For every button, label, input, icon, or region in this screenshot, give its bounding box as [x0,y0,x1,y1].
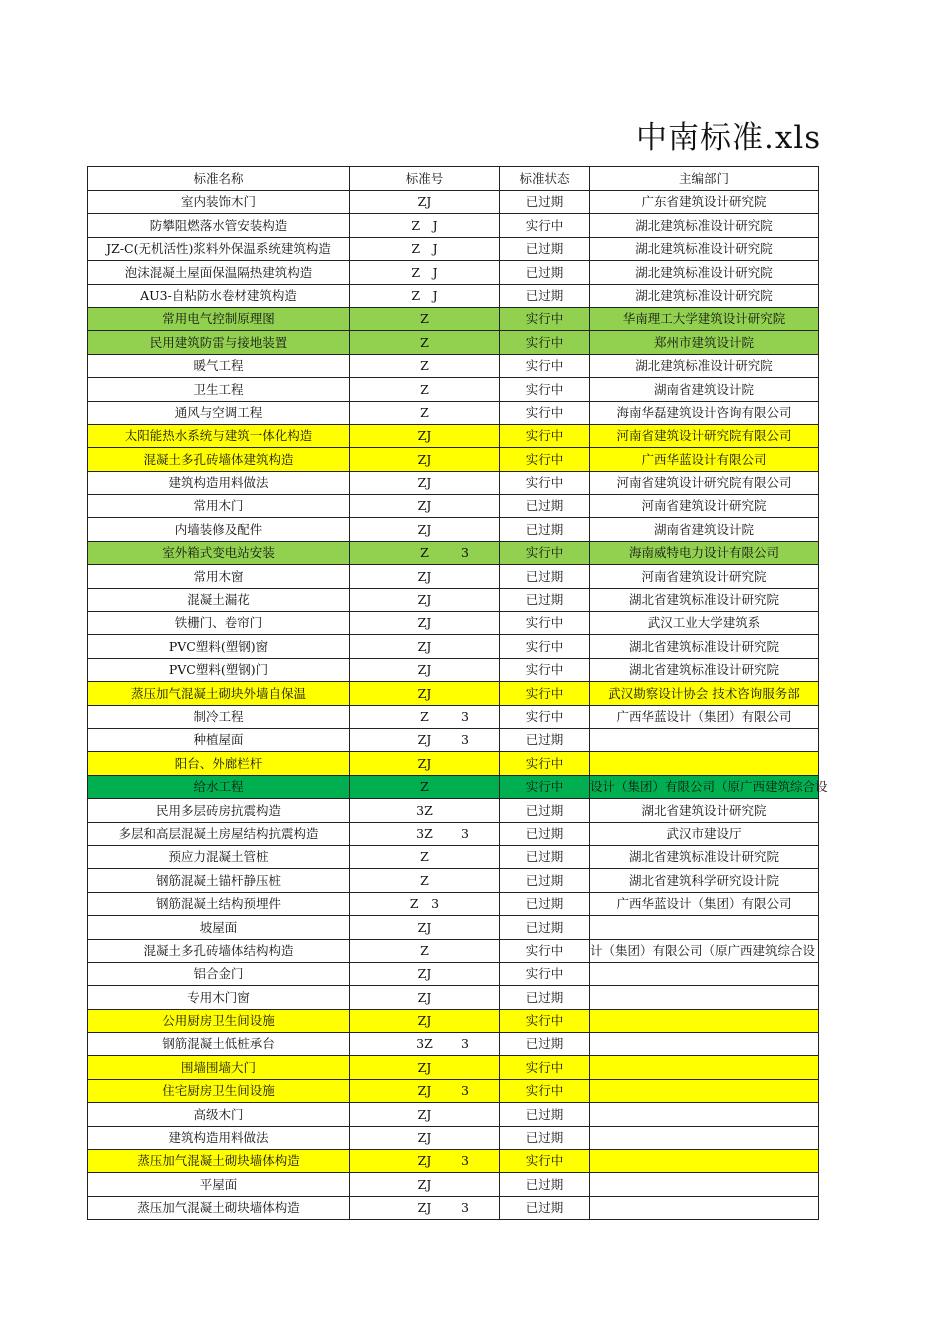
table-row [88,962,819,985]
cell-editor-department[interactable]: 海南华磊建筑设计咨询有限公司 [590,401,819,424]
code-prefix: Z J [411,287,438,303]
code-prefix: ZJ [417,475,432,491]
code-prefix: Z [420,404,429,420]
cell-standard-code[interactable] [350,892,500,915]
cell-standard-status[interactable]: 已过期 [500,1103,590,1126]
table-header-row [88,167,819,191]
code-prefix: ZJ [417,919,432,935]
cell-standard-status[interactable]: 已过期 [500,261,590,284]
cell-standard-name[interactable]: 专用木门窗 [88,986,350,1009]
cell-standard-status[interactable]: 实行中 [500,378,590,401]
cell-editor-department[interactable] [590,939,819,962]
cell-standard-name[interactable]: 平屋面 [88,1173,350,1196]
cell-standard-code[interactable] [350,1103,500,1126]
table-row [88,1009,819,1032]
code-prefix: Z [420,358,429,374]
code-prefix: ZJ [417,755,432,771]
cell-editor-department[interactable]: 广东省建筑设计研究院 [590,191,819,214]
code-prefix: ZJ [417,451,432,467]
cell-editor-department[interactable]: 湖北省建筑标准设计研究院 [590,658,819,681]
cell-standard-name[interactable]: 铝合金门 [88,962,350,985]
code-prefix: Z [420,872,429,888]
cell-standard-code[interactable] [350,869,500,892]
table-row [88,939,819,962]
cell-standard-status[interactable]: 实行中 [500,354,590,377]
cell-standard-code[interactable] [350,471,500,494]
cell-standard-status[interactable]: 实行中 [500,939,590,962]
code-suffix: 3 [461,1036,469,1052]
cell-standard-name[interactable]: AU3-自粘防水卷材建筑构造 [88,284,350,307]
cell-standard-name[interactable]: 内墙装修及配件 [88,518,350,541]
cell-standard-name[interactable]: 多层和高层混凝土房屋结构抗震构造 [88,822,350,845]
cell-standard-name[interactable]: 阳台、外廊栏杆 [88,752,350,775]
cell-standard-code[interactable] [350,1126,500,1149]
cell-standard-status[interactable]: 已过期 [500,892,590,915]
cell-standard-status[interactable]: 实行中 [500,401,590,424]
cell-standard-status[interactable]: 已过期 [500,869,590,892]
cell-standard-name[interactable]: 钢筋混凝土结构预埋件 [88,892,350,915]
cell-standard-status[interactable]: 实行中 [500,962,590,985]
cell-editor-department[interactable]: 湖南省建筑设计院 [590,518,819,541]
cell-editor-department[interactable]: 湖北省建筑标准设计研究院 [590,588,819,611]
cell-standard-status[interactable]: 已过期 [500,1033,590,1056]
cell-standard-code[interactable] [350,775,500,798]
table-row [88,307,819,330]
table-row [88,424,819,447]
cell-standard-name[interactable]: 高级木门 [88,1103,350,1126]
cell-standard-name[interactable]: 太阳能热水系统与建筑一体化构造 [88,424,350,447]
cell-standard-status[interactable]: 实行中 [500,775,590,798]
cell-standard-status[interactable]: 实行中 [500,705,590,728]
table-row [88,845,819,868]
cell-standard-code[interactable] [350,1173,500,1196]
table-row [88,518,819,541]
cell-standard-name[interactable]: 种植屋面 [88,728,350,751]
header-standard-status[interactable]: 标准状态 [500,167,590,191]
cell-editor-department[interactable]: 广西华蓝设计（集团）有限公司 [590,892,819,915]
cell-editor-department[interactable] [590,1173,819,1196]
code-prefix: ZJ [417,989,432,1005]
code-prefix: ZJ [417,1176,432,1192]
cell-editor-department[interactable]: 华南理工大学建筑设计研究院 [590,307,819,330]
code-suffix: 3 [461,1083,469,1099]
cell-standard-status[interactable]: 实行中 [500,307,590,330]
cell-standard-name[interactable]: 室内装饰木门 [88,191,350,214]
table-row [88,705,819,728]
cell-editor-department[interactable]: 河南省建筑设计研究院 [590,495,819,518]
cell-standard-name[interactable]: 常用电气控制原理图 [88,307,350,330]
cell-standard-code[interactable] [350,1009,500,1032]
cell-standard-name[interactable]: 卫生工程 [88,378,350,401]
code-prefix: ZJ [417,1083,432,1099]
code-prefix: Z [420,708,429,724]
table-row [88,775,819,798]
table-row [88,682,819,705]
table-row [88,1056,819,1079]
cell-standard-status[interactable]: 已过期 [500,799,590,822]
cell-standard-status[interactable]: 实行中 [500,214,590,237]
cell-standard-code[interactable] [350,541,500,564]
cell-standard-status[interactable]: 已过期 [500,588,590,611]
cell-standard-name[interactable]: 预应力混凝土管桩 [88,845,350,868]
cell-standard-code[interactable] [350,1196,500,1219]
cell-standard-status[interactable]: 实行中 [500,1056,590,1079]
cell-standard-status[interactable]: 已过期 [500,845,590,868]
cell-editor-department[interactable] [590,1079,819,1102]
cell-standard-name[interactable]: 混凝土多孔砖墙体建筑构造 [88,448,350,471]
cell-standard-name[interactable]: PVC塑料(塑钢)门 [88,658,350,681]
cell-standard-status[interactable]: 实行中 [500,471,590,494]
cell-standard-name[interactable]: 制冷工程 [88,705,350,728]
cell-standard-status[interactable]: 已过期 [500,728,590,751]
cell-editor-department[interactable] [590,752,819,775]
table-row [88,635,819,658]
cell-standard-name[interactable]: 蒸压加气混凝土砌块墙体构造 [88,1150,350,1173]
cell-editor-department[interactable]: 湖北建筑标准设计研究院 [590,284,819,307]
cell-standard-name[interactable]: 公用厨房卫生间设施 [88,1009,350,1032]
code-prefix: ZJ [417,521,432,537]
code-prefix: Z [420,545,429,561]
cell-standard-name[interactable]: 室外箱式变电站安装 [88,541,350,564]
cell-editor-department[interactable]: 湖北省建筑标准设计研究院 [590,845,819,868]
cell-standard-status[interactable]: 已过期 [500,518,590,541]
code-prefix: Z [420,942,429,958]
cell-standard-name[interactable]: 建筑构造用料做法 [88,471,350,494]
table-row [88,1173,819,1196]
cell-standard-code[interactable] [350,401,500,424]
cell-editor-department[interactable]: 河南省建筑设计研究院有限公司 [590,471,819,494]
code-suffix: 3 [461,825,469,841]
code-prefix: ZJ [417,615,432,631]
table-row [88,1196,819,1219]
cell-standard-code[interactable] [350,518,500,541]
cell-standard-code[interactable] [350,448,500,471]
table-row [88,1126,819,1149]
cell-standard-name[interactable]: 建筑构造用料做法 [88,1126,350,1149]
header-standard-name[interactable]: 标准名称 [88,167,350,191]
department-overflow-text: 计（集团）有限公司（原广西建筑综合设 [590,942,816,958]
cell-standard-status[interactable]: 已过期 [500,916,590,939]
cell-standard-code[interactable] [350,728,500,751]
cell-standard-code[interactable] [350,658,500,681]
code-suffix: 3 [461,1200,469,1216]
code-prefix: ZJ [417,1200,432,1216]
cell-standard-name[interactable]: PVC塑料(塑钢)窗 [88,635,350,658]
department-overflow-text: 设计（集团）有限公司（原广西建筑综合设 [590,779,828,795]
code-suffix: 3 [461,732,469,748]
cell-standard-code[interactable] [350,799,500,822]
cell-standard-name[interactable]: 围墙围墙大门 [88,1056,350,1079]
cell-standard-name[interactable]: 民用建筑防雷与接地装置 [88,331,350,354]
cell-standard-code[interactable] [350,752,500,775]
cell-editor-department[interactable]: 湖北建筑标准设计研究院 [590,237,819,260]
cell-standard-name[interactable]: 混凝土漏花 [88,588,350,611]
cell-standard-code[interactable] [350,916,500,939]
cell-standard-name[interactable]: JZ-C(无机活性)浆料外保温系统建筑构造 [88,237,350,260]
cell-editor-department[interactable]: 湖北建筑标准设计研究院 [590,214,819,237]
cell-editor-department[interactable]: 湖北省建筑科学研究设计院 [590,869,819,892]
table-row [88,799,819,822]
cell-editor-department[interactable] [590,1056,819,1079]
cell-standard-name[interactable]: 住宅厨房卫生间设施 [88,1079,350,1102]
code-prefix: ZJ [417,1059,432,1075]
code-prefix: ZJ [417,568,432,584]
cell-standard-status[interactable]: 实行中 [500,541,590,564]
cell-editor-department[interactable] [590,986,819,1009]
code-prefix: ZJ [417,592,432,608]
table-row [88,354,819,377]
cell-standard-name[interactable]: 混凝土多孔砖墙体结构构造 [88,939,350,962]
cell-standard-name[interactable]: 坡屋面 [88,916,350,939]
cell-standard-code[interactable] [350,424,500,447]
cell-standard-code[interactable] [350,331,500,354]
cell-standard-status[interactable]: 实行中 [500,448,590,471]
cell-editor-department[interactable] [590,1150,819,1173]
cell-standard-status[interactable]: 实行中 [500,612,590,635]
cell-standard-status[interactable]: 已过期 [500,1126,590,1149]
cell-standard-name[interactable]: 暖气工程 [88,354,350,377]
cell-editor-department[interactable] [590,916,819,939]
cell-standard-status[interactable]: 实行中 [500,658,590,681]
cell-editor-department[interactable]: 湖北建筑标准设计研究院 [590,261,819,284]
code-prefix: ZJ [417,1130,432,1146]
cell-editor-department[interactable]: 湖北省建筑设计研究院 [590,799,819,822]
cell-standard-name[interactable]: 给水工程 [88,775,350,798]
code-prefix: ZJ [417,1106,432,1122]
cell-standard-code[interactable] [350,705,500,728]
cell-standard-name[interactable]: 钢筋混凝土低桩承台 [88,1033,350,1056]
table-row [88,612,819,635]
table-row [88,214,819,237]
cell-standard-name[interactable]: 防攀阻燃落水管安装构造 [88,214,350,237]
code-prefix: ZJ [417,732,432,748]
code-prefix: ZJ [417,685,432,701]
cell-standard-code[interactable] [350,1033,500,1056]
table-row [88,869,819,892]
cell-standard-code[interactable] [350,354,500,377]
cell-standard-status[interactable]: 已过期 [500,495,590,518]
table-row [88,588,819,611]
cell-editor-department[interactable]: 湖北省建筑标准设计研究院 [590,635,819,658]
cell-standard-code[interactable] [350,261,500,284]
cell-standard-status[interactable]: 实行中 [500,331,590,354]
cell-standard-name[interactable]: 钢筋混凝土锚杆静压桩 [88,869,350,892]
cell-editor-department[interactable]: 河南省建筑设计研究院有限公司 [590,424,819,447]
table-row [88,1033,819,1056]
header-editor-department[interactable]: 主编部门 [590,167,819,191]
cell-editor-department[interactable]: 武汉勘察设计协会 技术咨询服务部 [590,682,819,705]
cell-standard-code[interactable] [350,237,500,260]
table-row [88,1079,819,1102]
table-row [88,728,819,751]
code-prefix: Z J [411,241,438,257]
cell-standard-name[interactable]: 铁栅门、卷帘门 [88,612,350,635]
cell-editor-department[interactable] [590,1103,819,1126]
cell-standard-code[interactable] [350,635,500,658]
cell-editor-department[interactable] [590,1009,819,1032]
cell-standard-name[interactable]: 蒸压加气混凝土砌块墙体构造 [88,1196,350,1219]
cell-standard-code[interactable] [350,565,500,588]
cell-editor-department[interactable] [590,728,819,751]
cell-standard-status[interactable]: 已过期 [500,1196,590,1219]
cell-standard-status[interactable]: 实行中 [500,635,590,658]
cell-standard-status[interactable]: 已过期 [500,822,590,845]
cell-standard-name[interactable]: 蒸压加气混凝土砌块外墙自保温 [88,682,350,705]
cell-standard-status[interactable]: 已过期 [500,284,590,307]
cell-standard-status[interactable]: 实行中 [500,682,590,705]
table-row [88,565,819,588]
code-prefix: ZJ [417,1153,432,1169]
cell-standard-code[interactable] [350,822,500,845]
table-row [88,1103,819,1126]
code-prefix: Z [420,849,429,865]
standards-table-body [88,167,828,1220]
table-row [88,1150,819,1173]
table-row [88,822,819,845]
table-row [88,541,819,564]
code-prefix: Z [420,311,429,327]
code-prefix: Z J [411,217,438,233]
code-prefix: 3Z [416,802,433,818]
cell-standard-code[interactable] [350,588,500,611]
code-suffix: 3 [461,708,469,724]
code-prefix: ZJ [417,1013,432,1029]
cell-editor-department[interactable]: 郑州市建筑设计院 [590,331,819,354]
table-row [88,331,819,354]
cell-standard-status[interactable]: 已过期 [500,565,590,588]
cell-standard-name[interactable]: 通风与空调工程 [88,401,350,424]
cell-standard-code[interactable] [350,191,500,214]
table-row [88,448,819,471]
cell-editor-department[interactable] [590,962,819,985]
code-prefix: ZJ [417,428,432,444]
cell-editor-department[interactable]: 广西华蓝设计有限公司 [590,448,819,471]
cell-standard-status[interactable]: 已过期 [500,191,590,214]
code-prefix: ZJ [417,194,432,210]
code-suffix: 3 [461,545,469,561]
cell-standard-code[interactable] [350,682,500,705]
table-row [88,752,819,775]
code-prefix: ZJ [417,966,432,982]
code-prefix: Z [420,334,429,350]
code-prefix: ZJ [417,638,432,654]
table-row [88,401,819,424]
code-prefix: ZJ [417,498,432,514]
cell-standard-status[interactable]: 已过期 [500,237,590,260]
cell-standard-code[interactable] [350,612,500,635]
table-row [88,495,819,518]
cell-standard-name[interactable]: 常用木窗 [88,565,350,588]
cell-editor-department[interactable]: 武汉市建设厅 [590,822,819,845]
cell-standard-name[interactable]: 常用木门 [88,495,350,518]
code-prefix: 3Z [416,825,433,841]
cell-standard-code[interactable] [350,378,500,401]
code-suffix: 3 [461,1153,469,1169]
cell-standard-code[interactable] [350,1150,500,1173]
cell-standard-status[interactable]: 实行中 [500,424,590,447]
cell-editor-department[interactable]: 广西华蓝设计（集团）有限公司 [590,705,819,728]
cell-standard-status[interactable]: 已过期 [500,986,590,1009]
table-row [88,916,819,939]
cell-editor-department[interactable]: 武汉工业大学建筑系 [590,612,819,635]
file-title: 中南标准.xls [636,120,822,156]
cell-editor-department[interactable]: 河南省建筑设计研究院 [590,565,819,588]
cell-editor-department[interactable]: 湖南省建筑设计院 [590,378,819,401]
cell-standard-status[interactable]: 实行中 [500,752,590,775]
cell-standard-code[interactable] [350,986,500,1009]
cell-editor-department[interactable]: 湖北建筑标准设计研究院 [590,354,819,377]
standards-table [87,166,828,1220]
table-row [88,471,819,494]
table-row [88,986,819,1009]
table-row [88,658,819,681]
cell-standard-name[interactable]: 泡沫混凝土屋面保温隔热建筑构造 [88,261,350,284]
cell-standard-code[interactable] [350,214,500,237]
cell-standard-code[interactable] [350,495,500,518]
cell-standard-code[interactable] [350,1056,500,1079]
code-prefix: 3Z [416,1036,433,1052]
table-row [88,378,819,401]
cell-editor-department[interactable] [590,775,828,798]
cell-editor-department[interactable] [590,1126,819,1149]
cell-standard-code[interactable] [350,962,500,985]
cell-standard-code[interactable] [350,307,500,330]
header-standard-code[interactable]: 标准号 [350,167,500,191]
code-prefix: Z 3 [409,896,440,912]
cell-editor-department[interactable] [590,1033,819,1056]
table-row [88,892,819,915]
cell-standard-name[interactable]: 民用多层砖房抗震构造 [88,799,350,822]
cell-editor-department[interactable] [590,1196,819,1219]
cell-standard-status[interactable]: 实行中 [500,1150,590,1173]
code-prefix: Z [420,381,429,397]
cell-standard-code[interactable] [350,845,500,868]
code-prefix: Z [420,779,429,795]
code-prefix: ZJ [417,662,432,678]
cell-editor-department[interactable]: 海南威特电力设计有限公司 [590,541,819,564]
table-row [88,237,819,260]
cell-standard-status[interactable]: 实行中 [500,1009,590,1032]
cell-standard-status[interactable]: 实行中 [500,1079,590,1102]
table-row [88,284,819,307]
cell-standard-code[interactable] [350,939,500,962]
code-prefix: Z J [411,264,438,280]
table-row [88,261,819,284]
cell-standard-code[interactable] [350,284,500,307]
cell-standard-status[interactable]: 已过期 [500,1173,590,1196]
cell-standard-code[interactable] [350,1079,500,1102]
table-row [88,191,819,214]
